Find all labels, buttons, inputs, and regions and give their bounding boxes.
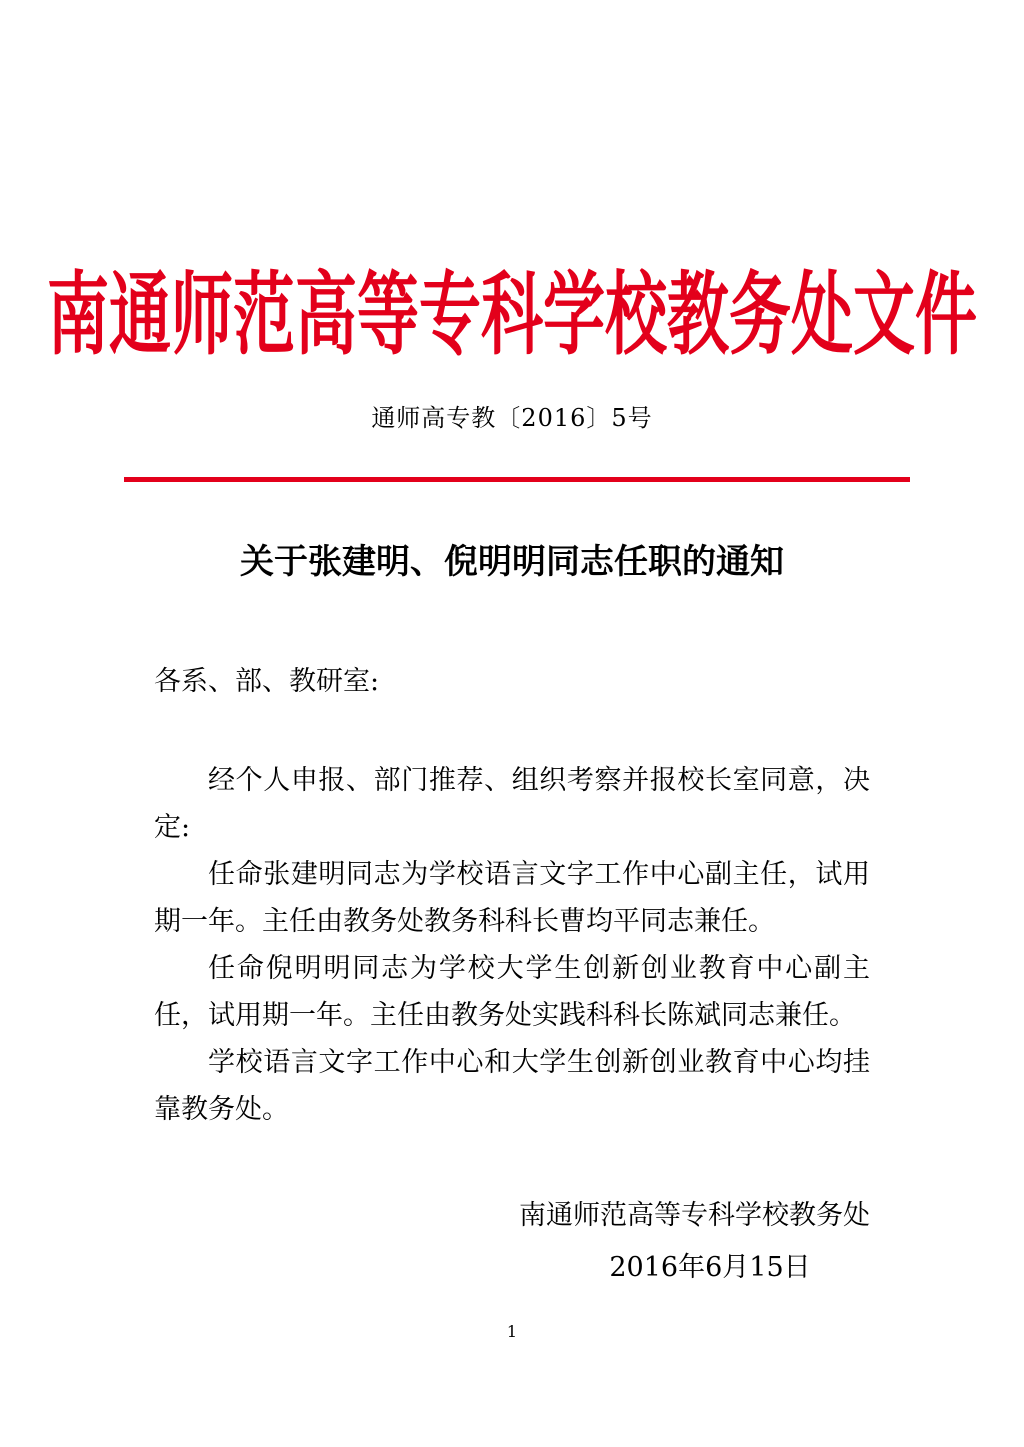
issue-date: 2016年6月15日 (609, 1252, 811, 1283)
masthead-title: 南通师范高等专科学校教务处文件 (46, 261, 977, 368)
signature-block (510, 1190, 870, 1294)
addressee-line: 各系、部、教研室: (154, 666, 380, 697)
notice-body (154, 757, 870, 1133)
notice-title: 关于张建明、倪明明同志任职的通知 (240, 542, 784, 582)
body-paragraph-4: 学校语言文字工作中心和大学生创新创业教育中心均挂靠教务处。 (154, 1047, 870, 1125)
body-paragraph-3: 任命倪明明同志为学校大学生创新创业教育中心副主任，试用期一年。主任由教务处实践科科长陈斌同志兼任。 (154, 953, 870, 1031)
body-paragraph-1: 经个人申报、部门推荐、组织考察并报校长室同意，决定: (154, 765, 870, 843)
document-number: 通师高专教〔2016〕5号 (371, 404, 653, 432)
issuer-name: 南通师范高等专科学校教务处 (519, 1200, 870, 1231)
page-number: 1 (506, 1322, 518, 1341)
body-paragraph-2: 任命张建明同志为学校语言文字工作中心副主任，试用期一年。主任由教务处教务科科长曹均平同志兼任。 (154, 859, 870, 937)
red-divider-line (124, 477, 910, 482)
